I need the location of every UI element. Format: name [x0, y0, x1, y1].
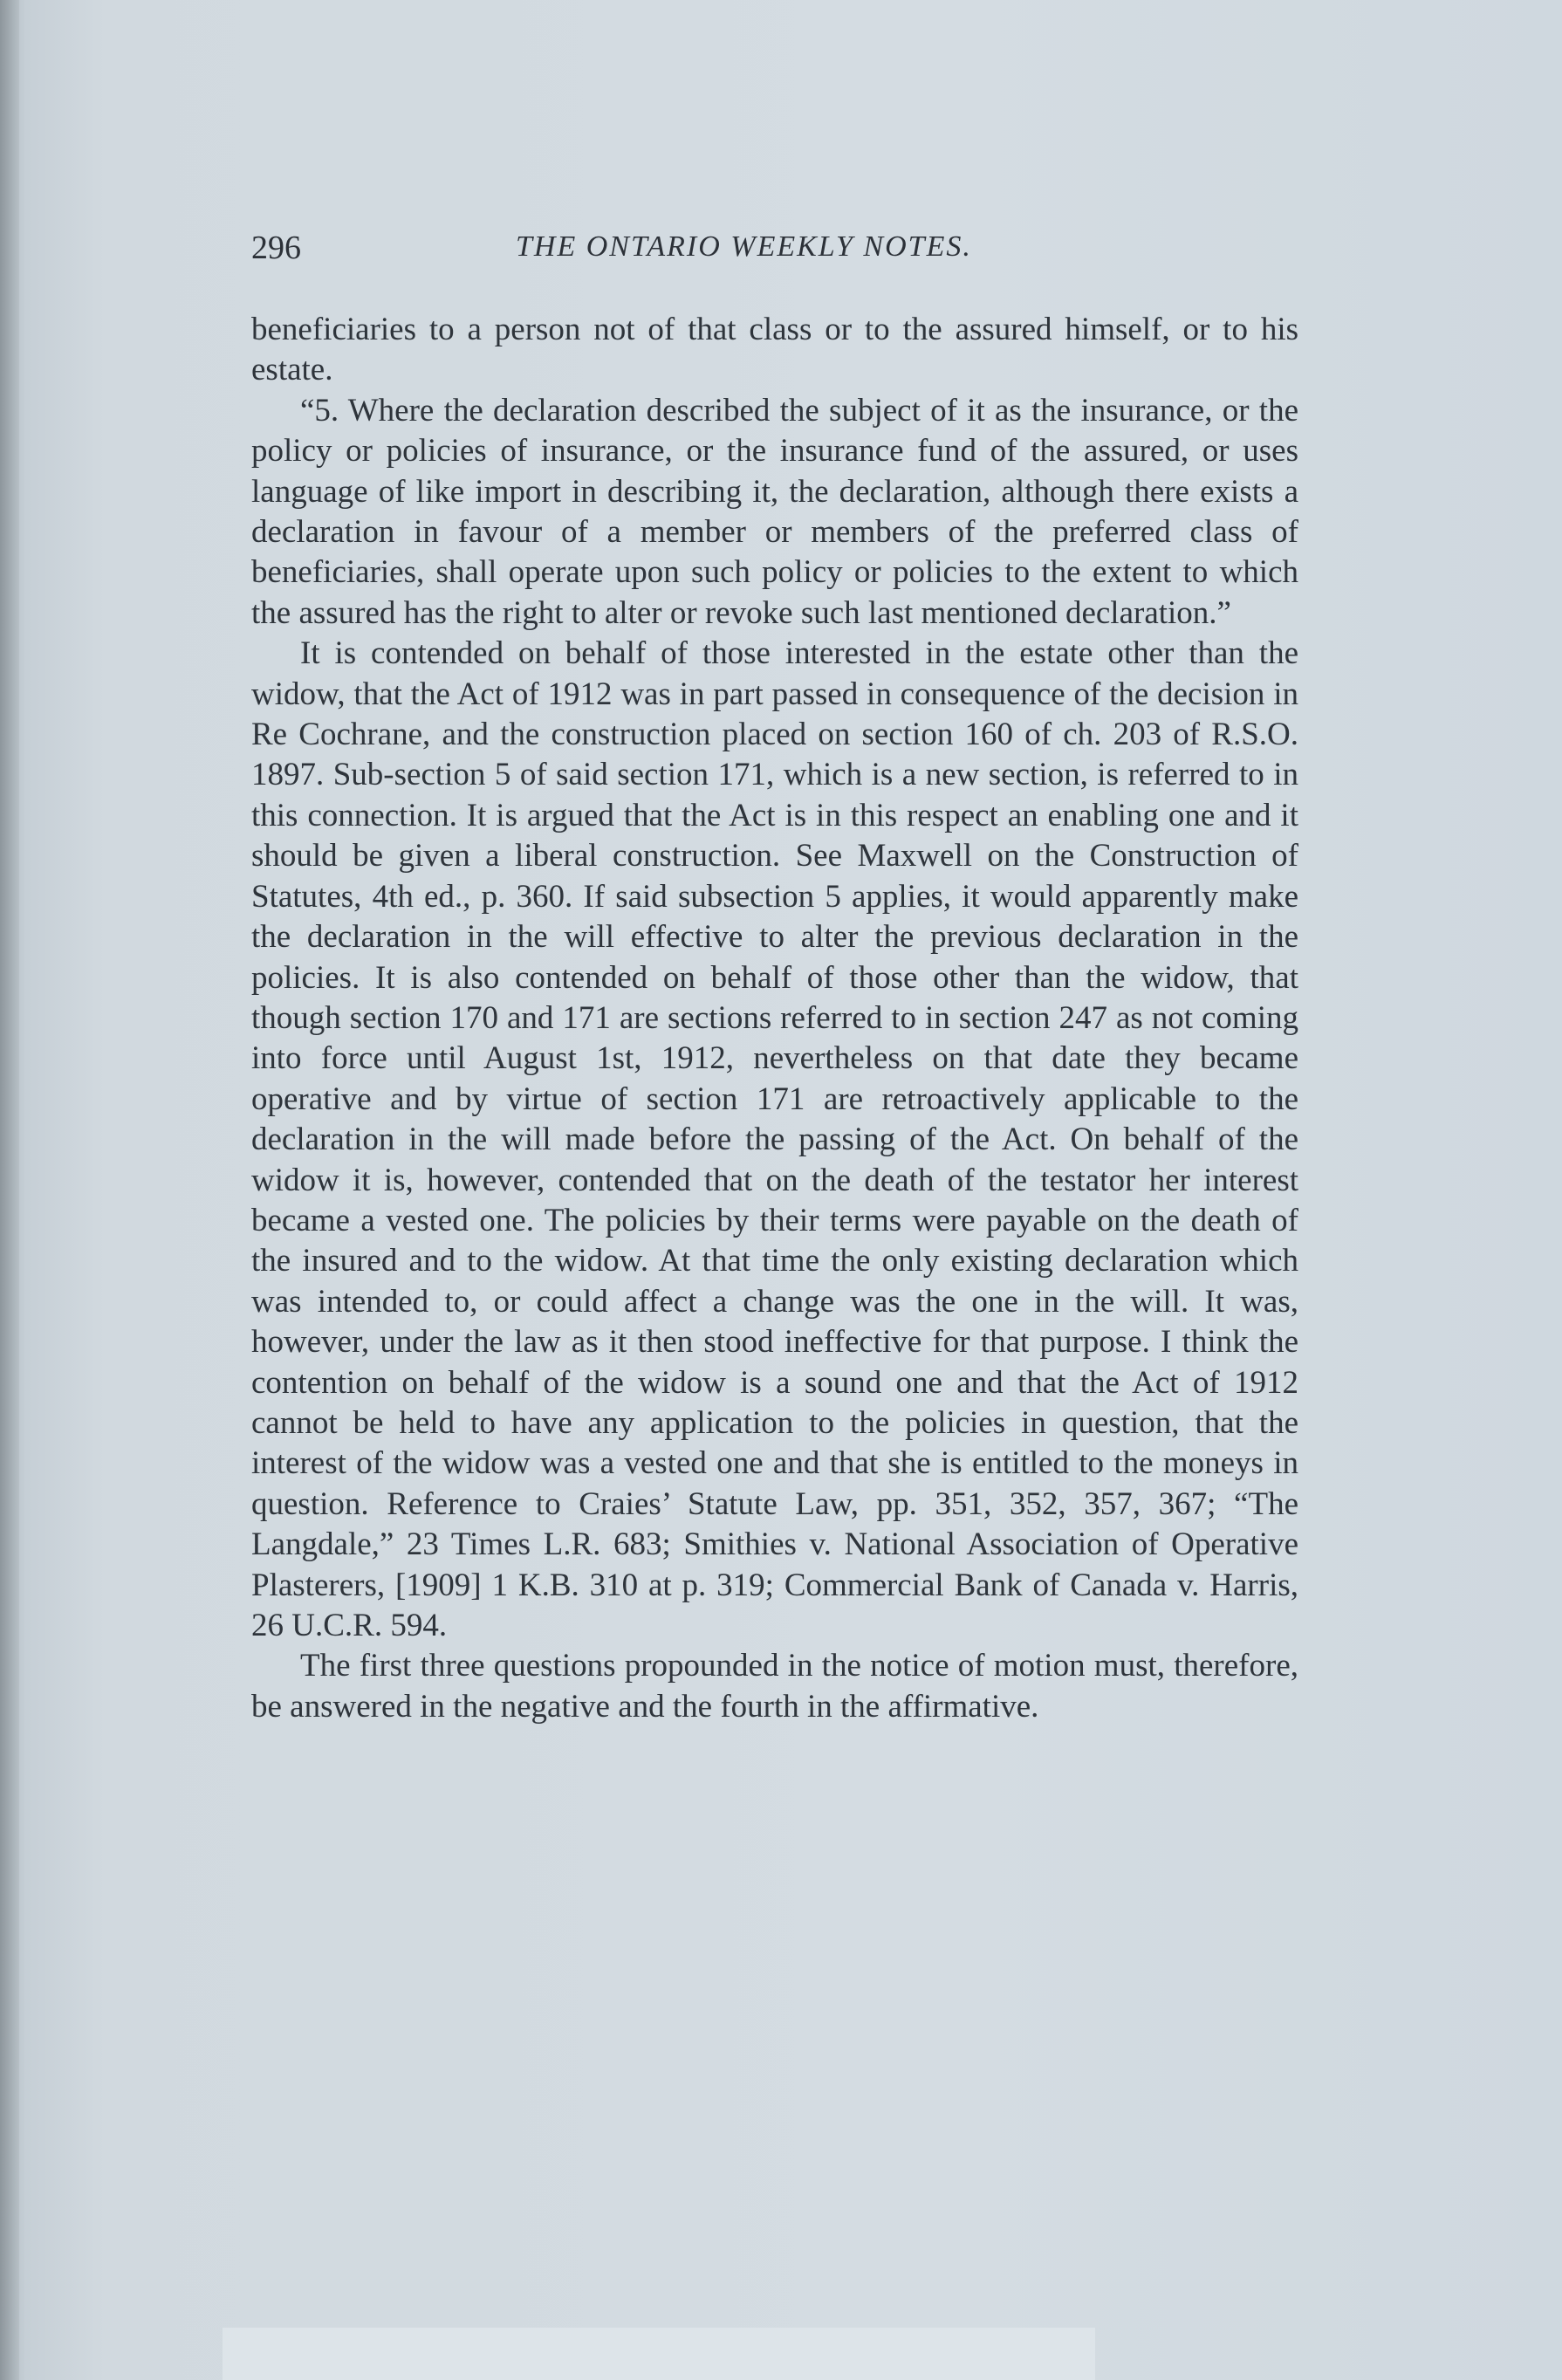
paragraph-argument: It is contended on behalf of those interested in the estate other than the widow, that the Act of 1912 was in part passed in consequence of the decision in Re Cochrane, and the construction placed on section 160 of ch. 203 of R.S.O. 1897. Sub-section 5 of said section 171, which is a new section, is referred to in this connection. It is argued that the Act is in this respect an enabling one and it should be given a liberal construction. See Maxwell on the Construction of Statutes, 4th ed., p. 360. If said subsection 5 applies, it would apparently make the declaration in the will effective to alter the previous declaration in the policies. It is also contended on behalf of those other than the widow, that though section 170 and 171 are sections referred to in section 247 as not coming into force until August 1st, 1912, nevertheless on that date they became operative and by virtue of section 171 are retroactively applicable to the declaration in the will made before the passing of the Act. On behalf of the widow it is, however, contended that on the death of the testator her interest became a vested one. The policies by their terms were payable on the death of the insured and to the widow. At that time the only existing declaration which was intended to, or could affect a change was the one in the will. It was, however, under the law as it then stood ineffective for that purpose. I think the contention on behalf of the widow is a sound one and that the Act of 1912 cannot be held to have any application to the policies in question, that the interest of the widow was a vested one and that she is entitled to the moneys in question. Reference to Craies’ Statute Law, pp. 351, 352, 357, 367; “The Langdale,” 23 Times L.R. 683; Smithies v. National Association of Operative Plasterers, [1909] 1 K.B. 310 at p. 319; Commercial Bank of Canada v. Harris, 26 U.C.R. 594.: [251, 635, 1298, 1643]
paragraph-conclusion: The first three questions propounded in the notice of motion must, therefore, be answered in the negative and the fourth in the affirmative.: [251, 1648, 1298, 1725]
paragraph-subsection-5-quote: “5. Where the declaration described the subject of it as the insurance, or the policy or policies of insurance, or the insurance fund of the assured, or uses language of like import in describing it, the declaration, although there exists a declaration in favour of a member or members of the preferred class of beneficiaries, shall operate upon such policy or policies to the extent to which the assured has the right to alter or revoke such last mentioned declaration.”: [251, 392, 1298, 631]
paragraph-continuation: beneficiaries to a person not of that class or to the assured himself, or to his estate.: [251, 312, 1298, 388]
page-header: [251, 229, 1298, 281]
page-number: 296: [251, 230, 301, 266]
running-title: THE ONTARIO WEEKLY NOTES.: [516, 230, 972, 263]
body-text: [251, 310, 1298, 1727]
bottom-light-patch: [223, 2328, 1095, 2380]
book-spine-shadow: [0, 0, 19, 2380]
